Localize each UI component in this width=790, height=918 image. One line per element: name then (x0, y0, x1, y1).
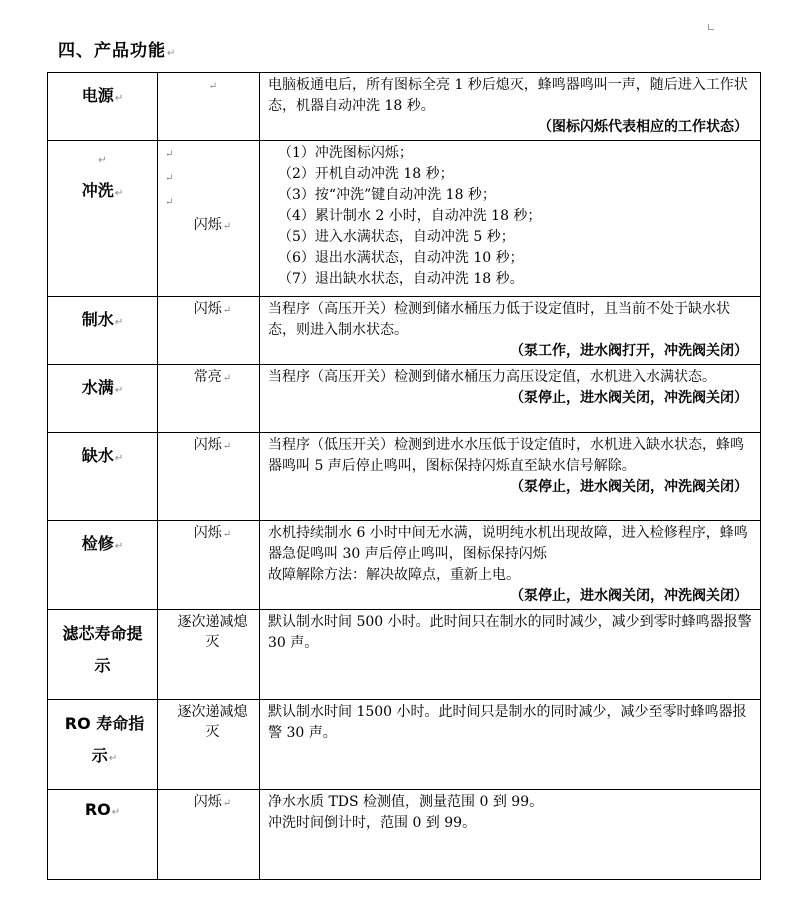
table-row (48, 433, 761, 521)
description-line: （1）冲洗图标闪烁； (278, 145, 413, 161)
function-state: 逐次递减熄灭 (158, 610, 260, 700)
description-line: 默认制水时间 500 小时。此时间只在制水的同时减少，减少到零时蜂鸣器报警 30 声。 (268, 614, 752, 651)
description-line: （2）开机自动冲洗 18 秒； (278, 166, 454, 182)
function-name: 缺水↵ (48, 433, 158, 521)
function-name: ↵ 冲洗↵ (48, 141, 158, 297)
description-line: 净水水质 TDS 检测值，测量范围 0 到 99。 (268, 794, 544, 810)
function-state: 常亮↵ (158, 365, 260, 433)
table-row (48, 610, 761, 700)
description-line: （3）按“冲洗”键自动冲洗 18 秒； (278, 187, 496, 203)
table-row (48, 700, 761, 790)
description-line: （4）累计制水 2 小时，自动冲洗 18 秒； (278, 208, 542, 224)
description-line: 水机持续制水 6 小时中间无水满，说明纯水机出现故障，进入检修程序，蜂鸣器急促鸣叫 30 声后停止鸣叫，图标保持闪烁 (268, 525, 748, 562)
function-description (260, 700, 761, 790)
function-description (260, 610, 761, 700)
function-table (47, 72, 761, 880)
table-row (48, 365, 761, 433)
function-state: 闪烁↵ (158, 790, 260, 880)
function-name: RO 寿命指示↵ (48, 700, 158, 790)
description-line: 默认制水时间 1500 小时。此时间只是制水的同时减少，减少至零时蜂鸣器报警 30 声。 (268, 704, 747, 741)
function-description (260, 790, 761, 880)
function-state: 闪烁↵ (158, 297, 260, 365)
section-title: 四、产品功能 (58, 41, 166, 61)
function-state: ↵ ↵ ↵ 闪烁↵ (158, 141, 260, 297)
description-note: （泵停止，进水阀关闭，冲洗阀关闭） (510, 390, 748, 406)
table-row (48, 141, 761, 297)
description-line: （7）退出缺水状态，自动冲洗 18 秒。 (278, 271, 524, 287)
description-line: （6）退出水满状态，自动冲洗 10 秒； (278, 250, 524, 266)
function-state: ↵ (158, 73, 260, 141)
function-name: 检修↵ (48, 521, 158, 610)
description-note: （泵停止，进水阀关闭，冲洗阀关闭） (510, 479, 748, 495)
corner-mark (708, 24, 714, 30)
description-note: （泵工作，进水阀打开，冲洗阀关闭） (510, 343, 748, 359)
function-description (260, 141, 761, 297)
function-state: 闪烁↵ (158, 433, 260, 521)
function-description (260, 73, 761, 141)
function-description (260, 521, 761, 610)
section-heading: 四、产品功能↵ (58, 41, 177, 61)
description-line: 当程序（高压开关）检测到储水桶压力高压设定值，水机进入水满状态。 (268, 369, 716, 385)
description-line: 当程序（高压开关）检测到储水桶压力低于设定值时，且当前不处于缺水状态，则进入制水状态。 (268, 301, 730, 338)
function-name: 水满↵ (48, 365, 158, 433)
function-description (260, 297, 761, 365)
table-row (48, 521, 761, 610)
description-line: 冲洗时间倒计时，范围 0 到 99。 (268, 815, 477, 831)
function-name: 电源↵ (48, 73, 158, 141)
function-description (260, 433, 761, 521)
description-line: 电脑板通电后，所有图标全亮 1 秒后熄灭，蜂鸣器鸣叫一声，随后进入工作状态，机器自动冲洗 18 秒。 (268, 77, 748, 114)
function-state: 闪烁↵ (158, 521, 260, 610)
function-name: 制水↵ (48, 297, 158, 365)
description-line: 故障解除方法：解决故障点，重新上电。 (268, 567, 520, 583)
description-line: （5）进入水满状态，自动冲洗 5 秒； (278, 229, 515, 245)
function-description (260, 365, 761, 433)
function-name: RO↵ (48, 790, 158, 880)
function-state: 逐次递减熄灭 (158, 700, 260, 790)
function-name: 滤芯寿命提示 (48, 610, 158, 700)
description-note: （泵停止，进水阀关闭，冲洗阀关闭） (510, 588, 748, 604)
table-row (48, 73, 761, 141)
table-row (48, 297, 761, 365)
description-note: （图标闪烁代表相应的工作状态） (538, 119, 748, 135)
description-line: 当程序（低压开关）检测到进水水压低于设定值时，水机进入缺水状态，蜂鸣器鸣叫 5 声后停止鸣叫，图标保持闪烁直至缺水信号解除。 (268, 437, 744, 474)
table-row (48, 790, 761, 880)
